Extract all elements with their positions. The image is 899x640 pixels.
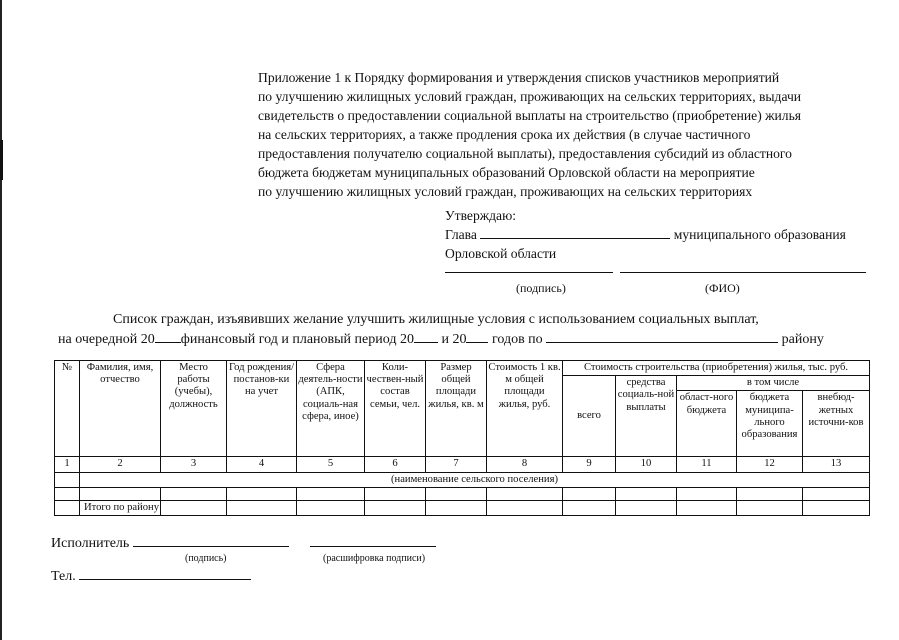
approval-fio-caption: (ФИО)	[705, 281, 740, 295]
col-number: 10	[616, 457, 677, 472]
col-number: 5	[297, 457, 365, 472]
table-cell[interactable]	[677, 487, 737, 500]
tel-label: Тел.	[51, 569, 76, 584]
executor-label: Исполнитель	[51, 536, 130, 551]
approval-signature-line[interactable]	[445, 262, 613, 273]
table-cell[interactable]	[487, 500, 563, 515]
annex-line: по улучшению жилищных условий граждан, проживающих на сельских территориях, выдачи	[258, 89, 802, 104]
header-total: всего	[563, 376, 616, 457]
col-number: 13	[803, 457, 870, 472]
table-cell[interactable]	[426, 487, 487, 500]
table-cell[interactable]	[227, 500, 297, 515]
table-cell[interactable]	[616, 500, 677, 515]
approval-block	[445, 206, 846, 263]
tel-field[interactable]	[79, 567, 251, 580]
col-number: 4	[227, 457, 297, 472]
title-part: району	[781, 332, 824, 347]
table-cell[interactable]	[803, 487, 870, 500]
annex-line: предоставления получателю социальной выплаты), предоставления субсидий из областного	[258, 146, 792, 161]
year-field-1[interactable]	[155, 330, 181, 343]
table-cell[interactable]	[55, 487, 80, 500]
year-field-3[interactable]	[466, 330, 488, 343]
table-cell[interactable]	[426, 500, 487, 515]
settlement-row	[55, 472, 870, 487]
table-cell[interactable]	[563, 487, 616, 500]
title-part: годов по	[491, 332, 543, 347]
table-cell[interactable]	[803, 500, 870, 515]
region-label: Орловской области	[445, 246, 557, 261]
year-field-2[interactable]	[414, 330, 438, 343]
approval-signature-caption: (подпись)	[516, 281, 566, 295]
table-cell[interactable]	[616, 487, 677, 500]
total-row	[55, 500, 870, 515]
table-cell[interactable]	[365, 487, 426, 500]
table-row[interactable]	[55, 487, 870, 500]
col-number: 7	[426, 457, 487, 472]
column-numbers-row	[55, 457, 870, 472]
page-edge	[0, 0, 2, 640]
executor-decode-caption: (расшифровка подписи)	[323, 553, 426, 564]
annex-line: бюджета бюджетам муниципальных образований Орловской области на мероприятие	[258, 165, 755, 180]
page-edge-mark	[0, 140, 3, 180]
header-name: Фамилия, имя, отчество	[80, 361, 161, 457]
tel-line	[51, 567, 251, 585]
col-number: 6	[365, 457, 426, 472]
header-area: Размер общей площади жилья, кв. м	[426, 361, 487, 457]
table-cell[interactable]	[80, 487, 161, 500]
table-cell[interactable]	[55, 500, 80, 515]
annex-line: свидетельств о предоставлении социальной выплаты на строительство (приобретение) жилья	[258, 108, 802, 123]
header-regional: област-ного бюджета	[677, 391, 737, 457]
list-title-line2	[58, 330, 824, 348]
col-number: 12	[737, 457, 803, 472]
municipality-label: муниципального образования	[673, 227, 846, 242]
col-number: 1	[55, 457, 80, 472]
table-cell[interactable]	[365, 500, 426, 515]
approval-fio-line[interactable]	[620, 262, 866, 273]
table-cell[interactable]	[227, 487, 297, 500]
header-family: Коли-чествен-ный состав семьи, чел.	[365, 361, 426, 457]
annex-line: по улучшению жилищных условий граждан, проживающих на сельских территориях	[258, 184, 753, 199]
approve-label: Утверждаю:	[445, 208, 517, 223]
annex-line: Приложение 1 к Порядку формирования и утверждения списков участников мероприятий	[258, 70, 780, 85]
title-part: и 20	[441, 332, 467, 347]
executor-signature-caption: (подпись)	[185, 553, 227, 564]
header-year: Год рождения/ постанов-ки на учет	[227, 361, 297, 457]
table-cell[interactable]	[677, 500, 737, 515]
header-cost: Стоимость 1 кв. м общей площади жилья, руб.	[487, 361, 563, 457]
executor-decode-field[interactable]	[310, 534, 436, 547]
title-part: финансовый год и плановый период 20	[180, 332, 414, 347]
header-work: Место работы (учебы), должность	[161, 361, 227, 457]
settlement-caption: (наименование сельского поселения)	[80, 472, 870, 487]
head-line	[445, 225, 846, 244]
col-number: 8	[487, 457, 563, 472]
col-number: 11	[677, 457, 737, 472]
col-number: 3	[161, 457, 227, 472]
title-part: на очередной 20	[58, 332, 155, 347]
table-cell[interactable]	[737, 487, 803, 500]
district-field[interactable]	[546, 330, 778, 343]
annex-line: на сельских территориях, а также продления срока их действия (в случае частичного	[258, 127, 751, 142]
table-cell[interactable]	[161, 500, 227, 515]
table-cell[interactable]	[55, 472, 80, 487]
header-num: №	[55, 361, 80, 457]
executor-line	[51, 534, 436, 552]
table-cell[interactable]	[297, 487, 365, 500]
col-number: 9	[563, 457, 616, 472]
citizens-table	[54, 360, 870, 516]
col-number: 2	[80, 457, 161, 472]
header-offbudget: внебюд-жетных источни-ков	[803, 391, 870, 457]
header-sphere: Сфера деятель-ности (АПК, социаль-ная сфера, иное)	[297, 361, 365, 457]
header-social: средства социаль-ной выплаты	[616, 376, 677, 457]
table-cell[interactable]	[563, 500, 616, 515]
table-cell[interactable]	[161, 487, 227, 500]
head-label: Глава	[445, 227, 477, 242]
head-name-field[interactable]	[480, 226, 670, 239]
table-cell[interactable]	[737, 500, 803, 515]
total-label: Итого по району	[80, 500, 161, 515]
table-cell[interactable]	[297, 500, 365, 515]
executor-signature-field[interactable]	[133, 534, 289, 547]
header-incl: в том числе	[677, 376, 870, 391]
list-title-line1: Список граждан, изъявивших желание улучшить жилищные условия с использованием социальных выплат,	[113, 312, 759, 327]
header-municipal: бюджета муниципа-льного образования	[737, 391, 803, 457]
table-cell[interactable]	[487, 487, 563, 500]
annex-header	[258, 68, 878, 201]
header-construction: Стоимость строительства (приобретения) жилья, тыс. руб.	[563, 361, 870, 376]
